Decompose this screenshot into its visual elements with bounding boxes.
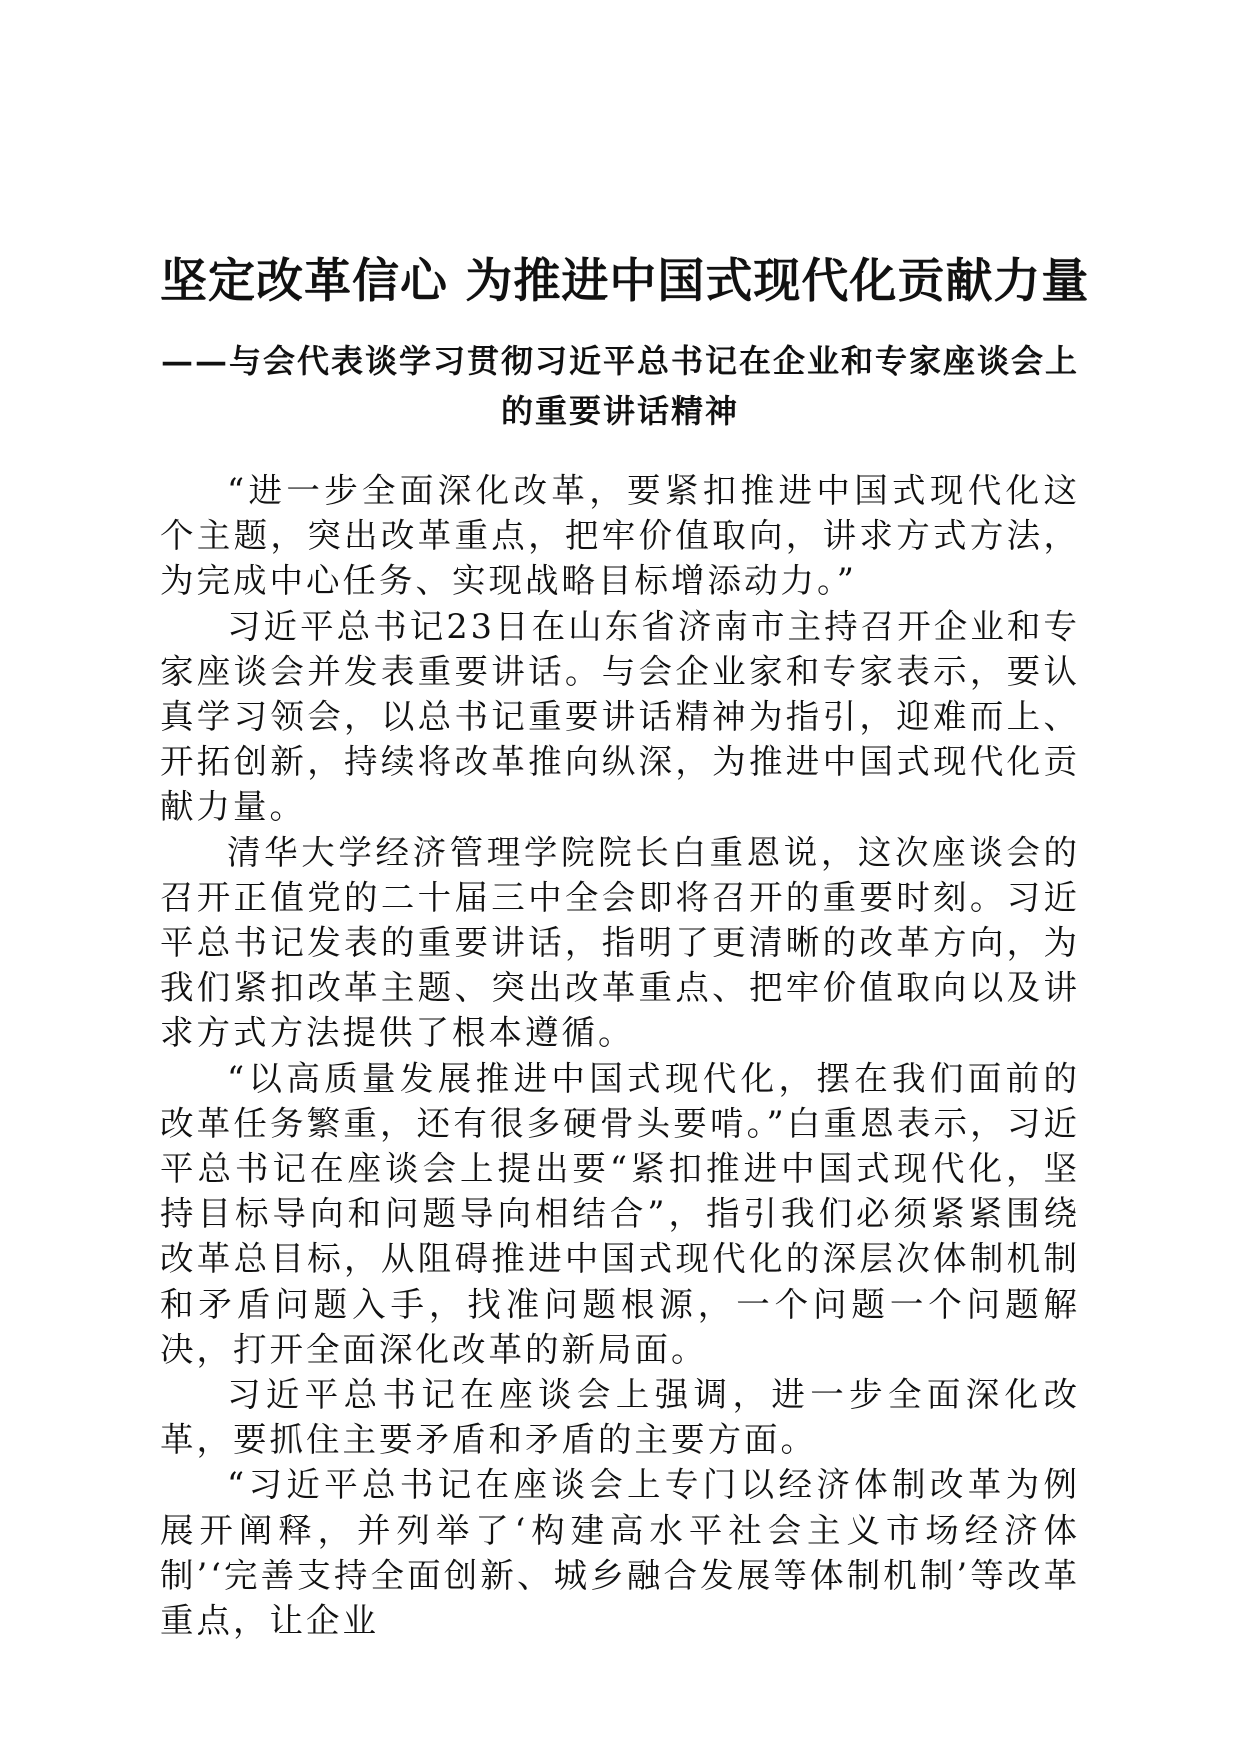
article-title: 坚定改革信心 为推进中国式现代化贡献力量 <box>160 254 1090 309</box>
paragraph: 习近平总书记23日在山东省济南市主持召开企业和专家座谈会并发表重要讲话。与会企业家和专家表示，要认真学习领会，以总书记重要讲话精神为指引，迎难而上、开拓创新，持续将改革推向纵深，为推进中国式现代化贡献力量。 <box>160 606 1080 827</box>
article-subtitle <box>160 336 1080 436</box>
document-page <box>160 0 1090 1754</box>
paragraph: 习近平总书记在座谈会上强调，进一步全面深化改革，要抓住主要矛盾和矛盾的主要方面。 <box>160 1375 1080 1460</box>
paragraph: “习近平总书记在座谈会上专门以经济体制改革为例展开阐释，并列举了‘构建高水平社会主义市场经济体制’‘完善支持全面创新、城乡融合发展等体制机制’等改革重点，让企业 <box>160 1465 1080 1641</box>
paragraph: “以高质量发展推进中国式现代化，摆在我们面前的改革任务繁重，还有很多硬骨头要啃。”白重恩表示，习近平总书记在座谈会上提出要“紧扣推进中国式现代化，坚持目标导向和问题导向相结合”，指引我们必须紧紧围绕改革总目标，从阻碍推进中国式现代化的深层次体制机制和矛盾问题入手，找准问题根源，一个问题一个问题解决，打开全面深化改革的新局面。 <box>160 1058 1080 1369</box>
paragraph: 清华大学经济管理学院院长白重恩说，这次座谈会的召开正值党的二十届三中全会即将召开的重要时刻。习近平总书记发表的重要讲话，指明了更清晰的改革方向，为我们紧扣改革主题、突出改革重点、把牢价值取向以及讲求方式方法提供了根本遵循。 <box>160 832 1080 1053</box>
subtitle-line-1: ——与会代表谈学习贯彻习近平总书记在企业和专家座谈会上 <box>160 342 1079 380</box>
article-body <box>160 468 1080 1643</box>
subtitle-line-2: 的重要讲话精神 <box>500 392 739 430</box>
paragraph: “进一步全面深化改革，要紧扣推进中国式现代化这个主题，突出改革重点，把牢价值取向，讲求方式方法，为完成中心任务、实现战略目标增添动力。” <box>160 471 1080 601</box>
